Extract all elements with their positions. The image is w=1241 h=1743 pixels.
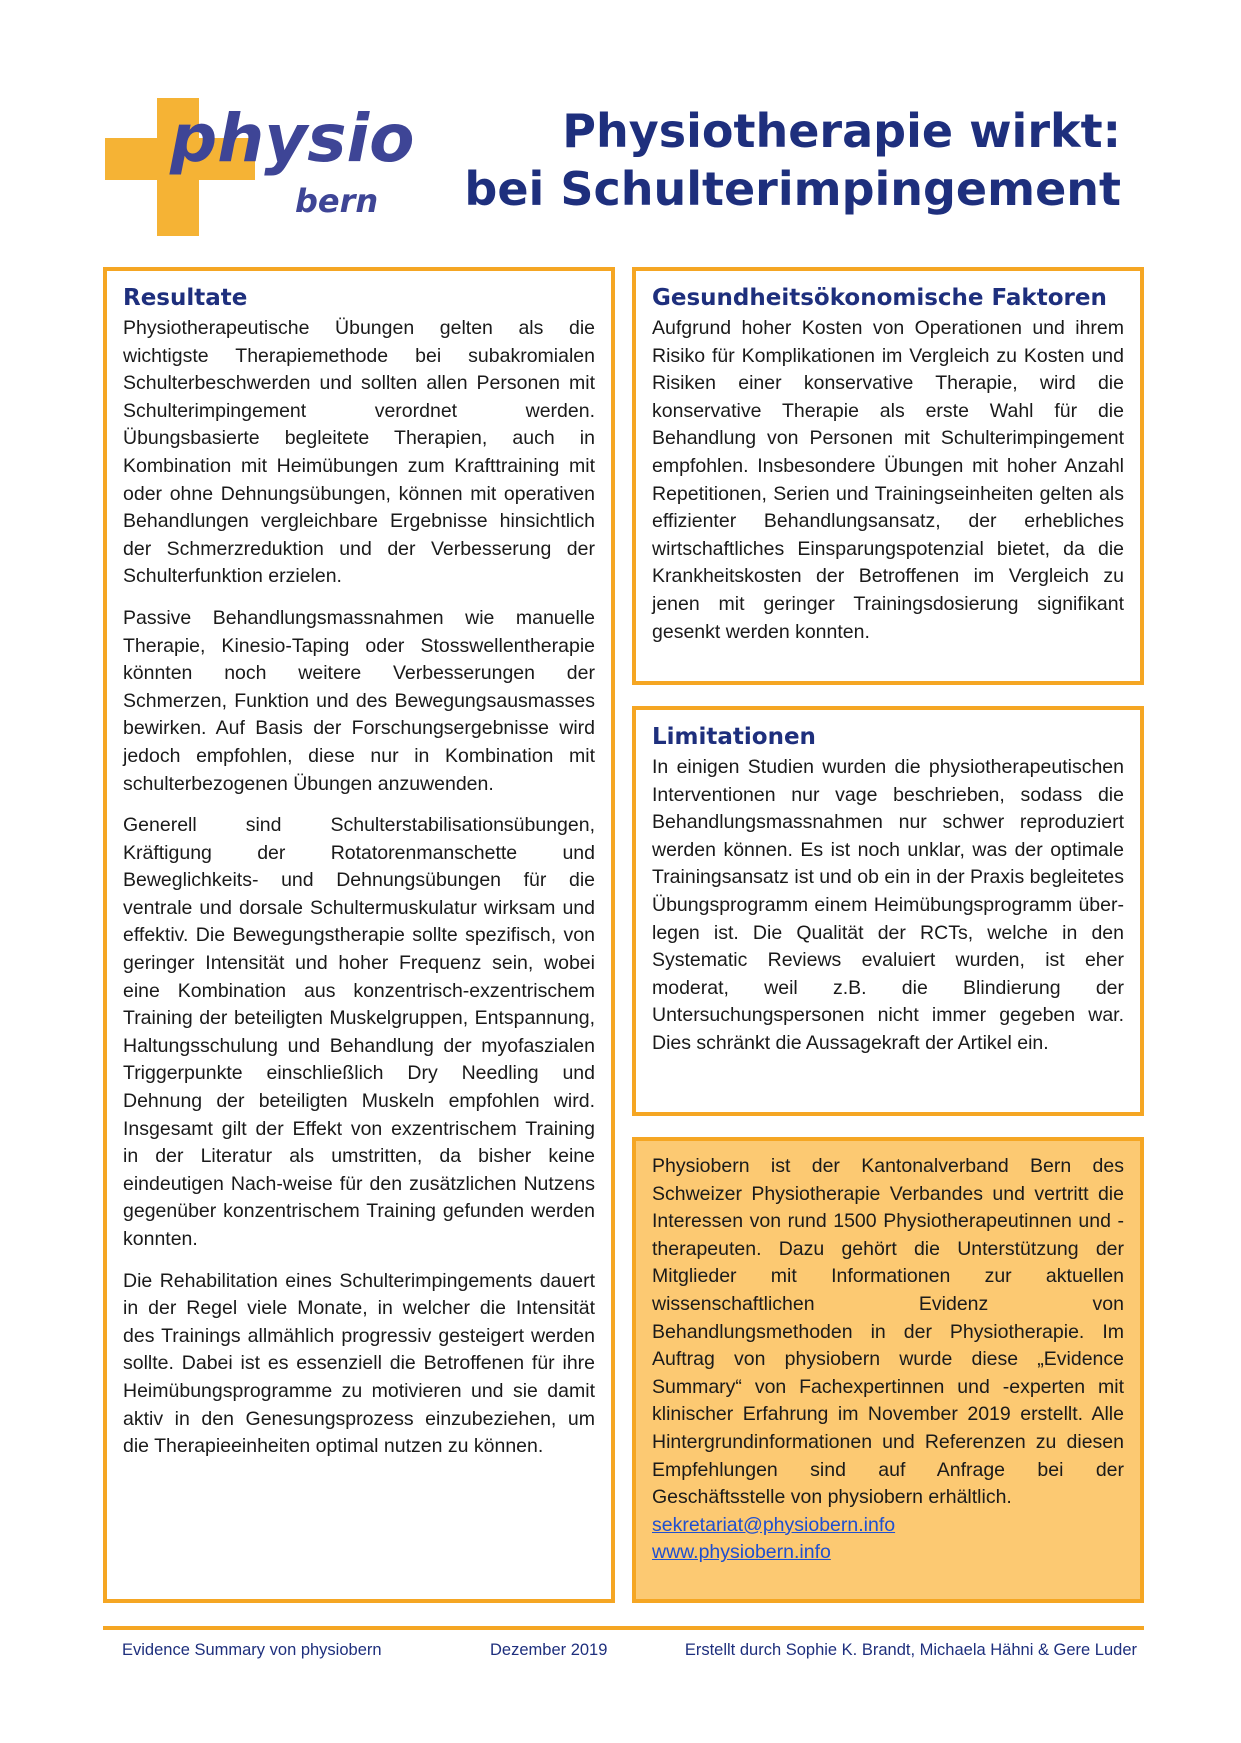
footer-date: Dezember 2019 (490, 1641, 608, 1659)
gesundheitsoekonomie-section (632, 267, 1144, 685)
physiobern-logo (105, 98, 455, 238)
resultate-paragraph-3: Generell sind Schulterstabilisationsübungen, Kräftigung der Rotatorenmanschette und Beweglichkeits- und Dehnungsübungen für die ventrale und dorsale Schultermuskulatur wirksam und effektiv. Die Bewegungstherapie sollte spezifisch, von geringer Intensität und hoher Frequenz sein, wobei eine Kombination aus konzentrisch-exzentrischem Training der beteiligten Muskelgruppen, Entspannung, Haltungsschulung und Behandlung der myofaszialen Triggerpunkte einschließlich Dry Needling und Dehnung der beteiligten Muskeln empfohlen wird. Insgesamt gilt der Effekt von exzentrischem Training in der Literatur als umstritten, da bisher keine eindeutigen Nach-weise für den zusätzlichen Nutzens gegenüber konzentrischem Training gefunden werden konnten. (123, 814, 595, 1250)
gesundheit-paragraph: Aufgrund hoher Kosten von Operationen und ihrem Risiko für Komplikationen im Vergleich zu Kosten und Risiken einer konservative Therapie, wird die konservative Therapie als erste Wahl für die Behandlung von Personen mit Schulterimpingement empfohlen. Insbesondere Übungen mit hoher Anzahl Repetitionen, Serien und Trainingseinheiten gelten als effizienter Behandlungsansatz, der erhebliches wirtschaftliches Einsparungspotenzial bietet, da die Krankheitskosten der Betroffenen im Vergleich zu jenen mit geringer Trainingsdosierung signifikant gesenkt werden konnten. (652, 317, 1124, 643)
resultate-paragraph-1: Physiotherapeutische Übungen gelten als die wichtigste Therapiemethode bei subakromialen Schulterbeschwerden und sollten allen Personen mit Schulterimpingement verordnet werden. Übungsbasierte begleitete Therapien, auch in Kombination mit Heimübungen zum Krafttraining mit oder ohne Dehnungsübungen, können mit operativen Behandlungen vergleichbare Ergebnisse hinsichtlich der Schmerzreduktion und der Verbesserung der Schulterfunktion erzielen. (123, 317, 595, 588)
footer-divider (103, 1626, 1144, 1630)
title-line-2: bei Schulterimpingement (464, 162, 1121, 216)
footer-left: Evidence Summary von physiobern (122, 1641, 382, 1659)
website-link[interactable]: www.physiobern.info (652, 1541, 831, 1564)
limitationen-heading: Limitationen (652, 724, 816, 750)
title-line-1: Physiotherapie wirkt: (562, 104, 1121, 158)
resultate-paragraph-4: Die Rehabilitation eines Schulterimpingements dauert in der Regel viele Monate, in welcher die Intensität des Trainings allmählich progressiv gesteigert werden sollte. Dabei ist es essenziell die Betroffenen für ihre Heimübungsprogramme zu motivieren und sie damit aktiv in den Genesungsprozess einzubeziehen, um die Therapieeinheiten optimal nutzen zu können. (123, 1269, 595, 1458)
email-link[interactable]: sekretariat@physiobern.info (652, 1513, 896, 1536)
resultate-paragraph-2: Passive Behandlungsmassnahmen wie manuelle Therapie, Kinesio-Taping oder Stosswellentherapie könnten noch weitere Verbesserungen der Schmerzen, Funktion und des Bewegungsausmasses bewirken. Auf Basis der Forschungsergebnisse wird jedoch empfohlen, diese nur in Kombination mit schulterbezogenen Übungen anzuwenden. (123, 606, 595, 795)
resultate-heading: Resultate (123, 285, 248, 311)
footer-authors: Erstellt durch Sophie K. Brandt, Michaela Hähni & Gere Luder (684, 1641, 1137, 1659)
logo-cross-icon (105, 98, 455, 238)
physiobern-text: Physiobern ist der Kantonalverband Bern des Schweizer Physiotherapie Verbandes und vertritt die Interessen von rund 1500 Physiotherapeutinnen und -therapeuten. Dazu gehört die Unterstützung der Mitglieder mit Informationen zur aktuellen wissenschaftlichen Evidenz von Behandlungsmethoden in der Physiotherapie. Im Auftrag von physiobern wurde diese „Evidence Summary“ von Fachexpertinnen und -experten mit klinischer Erfahrung im November 2019 erstellt. Alle Hintergrundinformationen und Referenzen zu diesen Empfehlungen sind auf Anfrage bei der Geschäftsstelle von physiobern erhältlich. (652, 1155, 1124, 1509)
logo-sub: bern (295, 182, 379, 220)
resultate-section (103, 267, 615, 1603)
logo-word: physio (170, 100, 415, 177)
limitationen-paragraph: In einigen Studien wurden die physiotherapeutischen Interventionen nur vage beschrieben, sodass die Behandlungsmassnahmen nur schwer reproduziert werden können. Es ist noch unklar, was der optimale Trainingsansatz ist und ob ein in der Praxis begleitetes Übungsprogramm einem Heimübungsprogramm überlegen ist. Die Qualität der RCTs, welche in den Systematic Reviews evaluiert wurden, ist eher moderat, weil z.B. die Blindierung der Untersuchungspersonen nicht immer gegeben war. Dies schränkt die Aussagekraft der Artikel ein. (652, 756, 1124, 1054)
gesundheit-heading: Gesundheitsökonomische Faktoren (652, 285, 1107, 311)
limitationen-section (632, 706, 1144, 1116)
physiobern-info-section (632, 1137, 1144, 1603)
page-title (464, 102, 1121, 218)
